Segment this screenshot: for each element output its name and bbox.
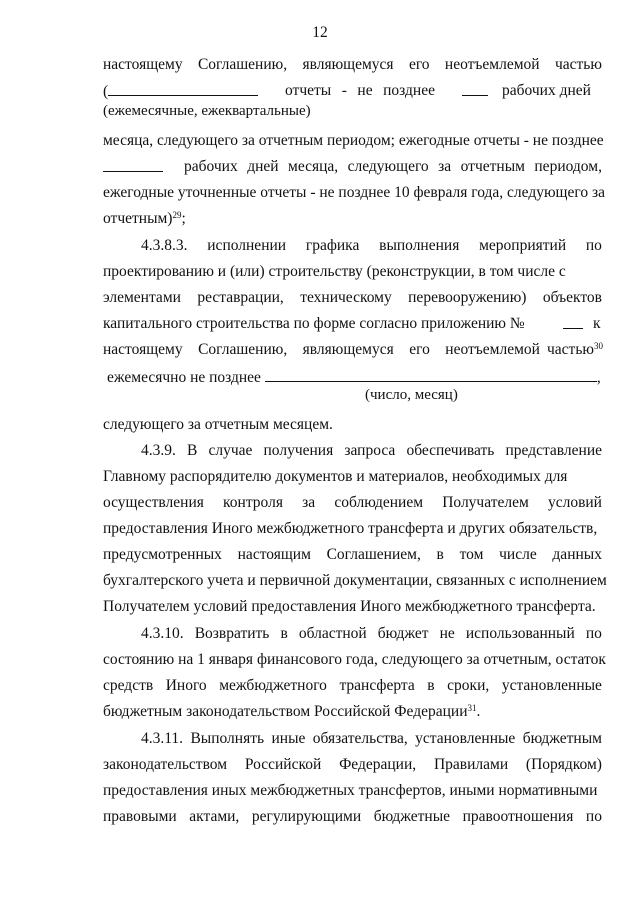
text-line: настоящему Соглашению, являющемуся его неотъемлемой частью bbox=[103, 56, 602, 73]
text-line: отчетным)$^{29}$; bbox=[103, 210, 186, 227]
text-line bbox=[563, 314, 583, 335]
blank-field bbox=[462, 81, 488, 96]
text-line: капитального строительства по форме согласно приложению № bbox=[103, 315, 525, 332]
text-line: настоящему Соглашению, являющемуся его неотъемлемой bbox=[103, 341, 540, 358]
text-line bbox=[103, 157, 163, 178]
text-line: частью$^{30}$ bbox=[547, 341, 603, 358]
text-line: 4.3.9. В случае получения запроса обеспечивать представление bbox=[141, 442, 602, 459]
text-line: средств Иного межбюджетного трансферта в сроки, установленные bbox=[103, 677, 602, 694]
text-line: следующего за отчетным месяцем. bbox=[103, 416, 333, 433]
text-line: бухгалтерского учета и первичной документации, связанных с исполнением bbox=[103, 572, 607, 589]
text-line: правовыми актами, регулирующими бюджетные правоотношения по bbox=[103, 808, 602, 825]
text-line bbox=[462, 81, 488, 102]
text-line: ( bbox=[103, 81, 258, 102]
text-line: предоставления Иного межбюджетного трансферта и других обязательств, bbox=[103, 520, 598, 537]
text-line: 4.3.10. Возвратить в областной бюджет не использованный по bbox=[141, 625, 602, 642]
text-line: проектированию и (или) строительству (реконструкции, в том числе с bbox=[103, 263, 566, 280]
footnote-ref: 31 bbox=[467, 703, 477, 713]
text-line: осуществления контроля за соблюдением Получателем условий bbox=[103, 494, 602, 511]
text-line: отчеты - не позднее bbox=[285, 82, 435, 99]
text-line: рабочих дней месяца, следующего за отчетным периодом, bbox=[184, 158, 602, 175]
text-line: Главному распорядителю документов и материалов, необходимых для bbox=[103, 468, 568, 485]
text-line: ежемесячно не позднее , bbox=[107, 369, 601, 386]
text-line: рабочих дней bbox=[502, 82, 591, 99]
text-line: Получателем условий предоставления Иного межбюджетного трансферта. bbox=[103, 598, 596, 615]
blank-field bbox=[103, 157, 163, 172]
blank-field bbox=[563, 314, 583, 329]
text-line: (число, месяц) bbox=[365, 387, 458, 403]
text-line: законодательством Российской Федерации, Правилами (Порядком) bbox=[103, 756, 602, 773]
blank-field bbox=[265, 367, 597, 382]
page-number: 12 bbox=[312, 24, 328, 41]
text-line: предусмотренных настоящим Соглашением, в том числе данных bbox=[103, 546, 602, 563]
footnote-ref: 29 bbox=[172, 210, 182, 220]
footnote-ref: 30 bbox=[593, 341, 603, 351]
text-line: предоставления иных межбюджетных трансфертов, иными нормативными bbox=[103, 782, 598, 799]
text-line: (ежемесячные, ежеквартальные) bbox=[103, 103, 311, 119]
blank-field bbox=[108, 81, 258, 96]
text-line: к bbox=[593, 315, 601, 332]
text-line: бюджетным законодательством Российской Федерации$^{31}$. bbox=[103, 703, 481, 720]
text-line: месяца, следующего за отчетным периодом; ежегодные отчеты - не позднее bbox=[103, 132, 604, 149]
text-line: 4.3.11. Выполнять иные обязательства, установленные бюджетным bbox=[141, 730, 602, 747]
text-line: ежегодные уточненные отчеты - не позднее 10 февраля года, следующего за bbox=[103, 184, 605, 201]
text-line: состоянию на 1 января финансового года, следующего за отчетным, остаток bbox=[103, 651, 606, 668]
text-line: элементами реставрации, техническому перевооружению) объектов bbox=[103, 289, 602, 306]
text-line: 4.3.8.3. исполнении графика выполнения мероприятий по bbox=[141, 237, 602, 254]
